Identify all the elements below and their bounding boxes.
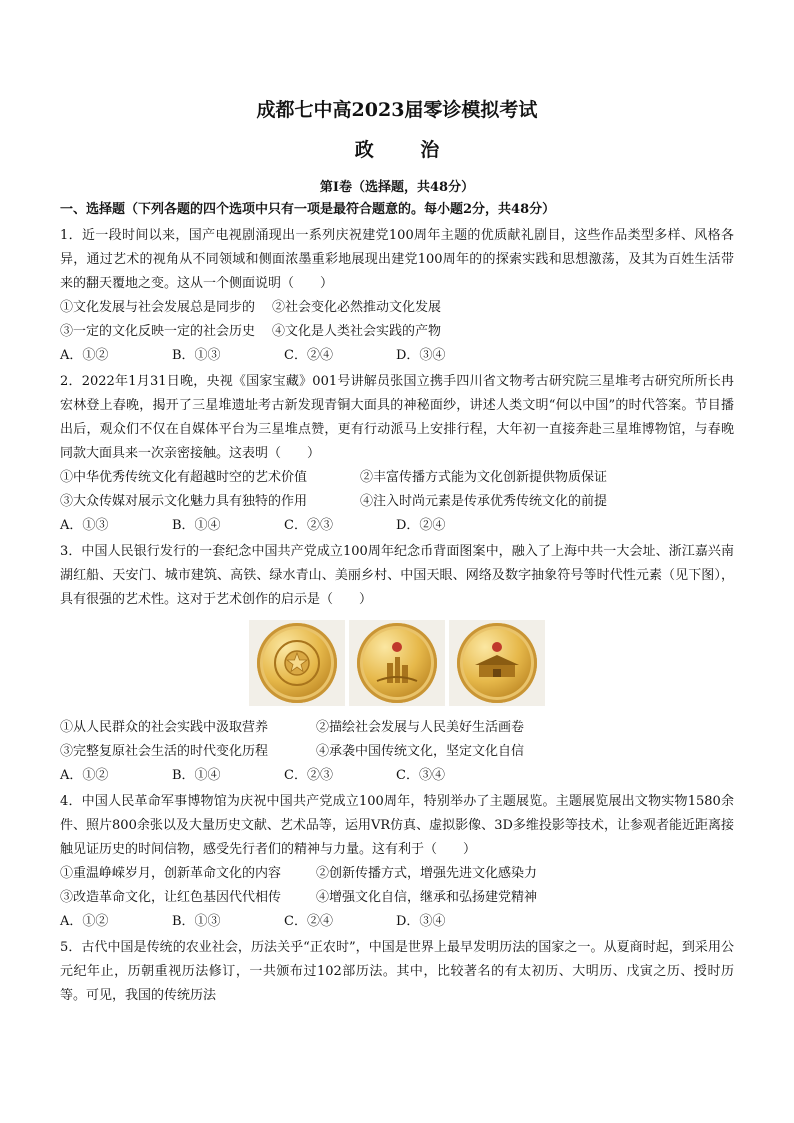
option-row — [60, 296, 734, 320]
option: ④注入时尚元素是传承优秀传统文化的前提 — [360, 494, 608, 509]
exam-content — [60, 96, 734, 1008]
question-stem: 1．近一段时间以来，国产电视剧涌现出一系列庆祝建党100周年主题的优质献礼剧目，这些作品类型多样、风格各异，通过艺术的视角从不同领域和侧面浓墨重彩地展现出建党100周年的的探索实践和思想激荡，及其为百姓生活带来的翻天覆地之变。这从一个侧面说明（ ） — [60, 228, 734, 291]
answer-choice: C．②③ — [284, 518, 333, 533]
option: ④文化是人类社会实践的产物 — [272, 324, 442, 339]
option-row — [60, 490, 734, 514]
option: ④增强文化自信，继承和弘扬建党精神 — [316, 890, 538, 905]
volume-heading: 第Ⅰ卷（选择题，共48分） — [319, 180, 475, 195]
option: ④承袭中国传统文化，坚定文化自信 — [316, 744, 525, 759]
option-row — [60, 862, 734, 886]
option-row — [60, 320, 734, 344]
question-stem: 2．2022年1月31日晚，央视《国家宝藏》001号讲解员张国立携手四川省文物考古研究院三星堆考古研究所所长冉宏林登上春晚，揭开了三星堆遗址考古新发现青铜大面具的神秘面纱，讲述人类文明“何以中国”的时代答案。节目播出后，观众们不仅在自媒体平台为三星堆点赞，更有行动派马上安排行程，大年初一直接奔赴三星堆博物馆，与春晚同款大面具来一次亲密接触。这表明（ ） — [60, 374, 734, 461]
answer-choice: C．②④ — [284, 348, 333, 363]
question-2 — [60, 370, 734, 538]
answer-row — [60, 344, 734, 368]
answer-choice: A．①③ — [60, 518, 109, 533]
option: ②描绘社会发展与人民美好生活画卷 — [316, 720, 525, 735]
exam-title: 成都七中高2023届零诊模拟考试 — [256, 99, 538, 121]
answer-choice: C．③④ — [396, 768, 445, 783]
answer-row — [60, 514, 734, 538]
coin-reverse-city-image — [349, 620, 445, 706]
answer-choice: A．①② — [60, 914, 109, 929]
option: ①从人民群众的社会实践中汲取营养 — [60, 720, 269, 735]
option: ②创新传播方式，增强先进文化感染力 — [316, 866, 538, 881]
answer-choice: B．①④ — [172, 518, 221, 533]
question-1 — [60, 224, 734, 368]
question-3 — [60, 540, 734, 788]
option: ①中华优秀传统文化有超越时空的艺术价值 — [60, 470, 308, 485]
coin-reverse-tiananmen-image — [449, 620, 545, 706]
option: ②社会变化必然推动文化发展 — [272, 300, 442, 315]
answer-choice: D．②④ — [396, 518, 446, 533]
coin-obverse-image — [249, 620, 345, 706]
question-stem: 5．古代中国是传统的农业社会，历法关乎“正农时”，中国是世界上最早发明历法的国家之一。从夏商时起，到采用公元纪年止，历朝重视历法修订，一共颁布过102部历法。其中，比较著名的有太初历、大明历、戊寅之历、授时历等。可见，我国的传统历法 — [60, 940, 734, 1003]
option: ③完整复原社会生活的时代变化历程 — [60, 744, 269, 759]
answer-choice: D．③④ — [396, 348, 446, 363]
option: ③一定的文化反映一定的社会历史 — [60, 324, 256, 339]
option-row — [60, 740, 734, 764]
option: ①重温峥嵘岁月，创新革命文化的内容 — [60, 866, 282, 881]
answer-choice: B．①③ — [172, 348, 221, 363]
option-row — [60, 886, 734, 910]
answer-choice: D．③④ — [396, 914, 446, 929]
question-stem: 4．中国人民革命军事博物馆为庆祝中国共产党成立100周年，特别举办了主题展览。主题展览展出文物实物1580余件、照片800余张以及大量历史文献、艺术品等，运用VR仿真、虚拟影像、3D多维投影等技术，让参观者能近距离接触见证历史的时间信物，感受先行者们的精神与力量。这有利于（ ） — [60, 794, 734, 857]
answer-choice: C．②③ — [284, 768, 333, 783]
answer-choice: A．①② — [60, 768, 109, 783]
option: ③改造革命文化，让红色基因代代相传 — [60, 890, 282, 905]
answer-choice: B．①④ — [172, 768, 221, 783]
option-row — [60, 716, 734, 740]
subject-heading: 政 治 — [354, 139, 460, 161]
option: ①文化发展与社会发展总是同步的 — [60, 300, 256, 315]
question-5 — [60, 936, 734, 1008]
section-heading: 一、选择题（下列各题的四个选项中只有一项是最符合题意的。每小题2分，共48分） — [60, 202, 556, 217]
option: ③大众传媒对展示文化魅力具有独特的作用 — [60, 494, 308, 509]
answer-row — [60, 764, 734, 788]
question-4 — [60, 790, 734, 934]
question-stem: 3．中国人民银行发行的一套纪念中国共产党成立100周年纪念币背面图案中，融入了上海中共一大会址、浙江嘉兴南湖红船、天安门、城市建筑、高铁、绿水青山、美丽乡村、中国天眼、网络及数字抽象符号等时代性元素（见下图），具有很强的艺术性。这对于艺术创作的启示是（ ） — [60, 544, 734, 607]
option-row — [60, 466, 734, 490]
answer-row — [60, 910, 734, 934]
answer-choice: C．②④ — [284, 914, 333, 929]
answer-choice: B．①③ — [172, 914, 221, 929]
option: ②丰富传播方式能为文化创新提供物质保证 — [360, 470, 608, 485]
answer-choice: A．①② — [60, 348, 109, 363]
coin-figure — [60, 620, 734, 706]
